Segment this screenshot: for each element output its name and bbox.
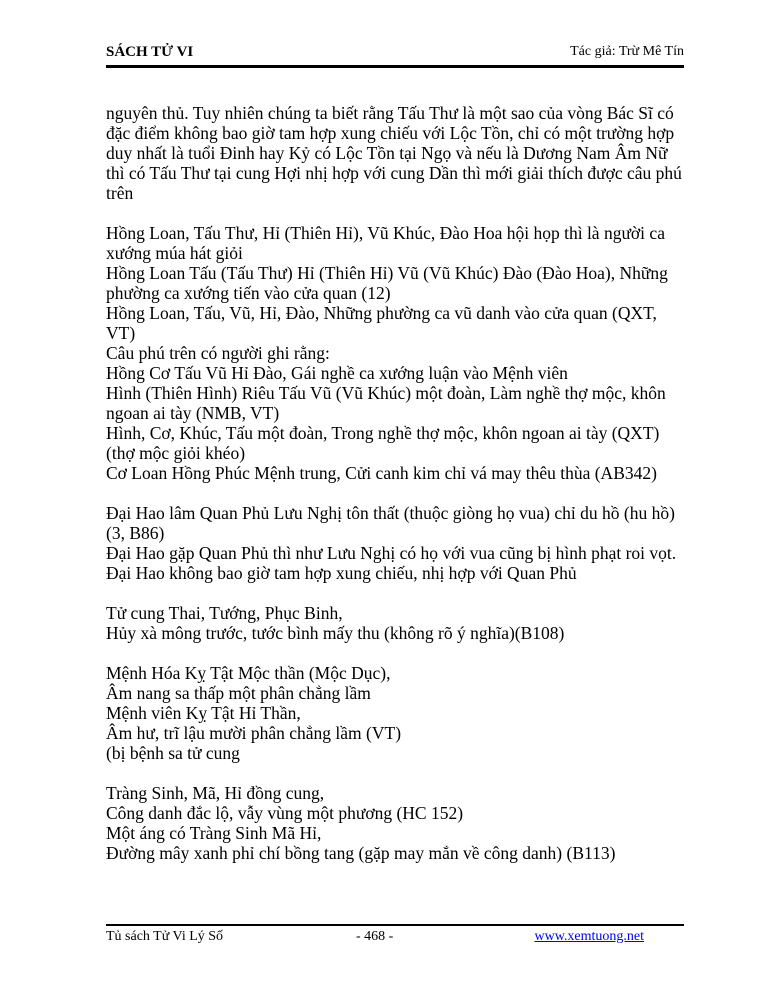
paragraph <box>106 103 686 203</box>
text-line: Âm hư, trĩ lậu mười phân chẳng lầm (VT) <box>106 723 402 743</box>
book-title: SÁCH TỬ VI <box>106 44 194 60</box>
text-line: phường ca xướng tiến vào cửa quan (12) <box>106 283 391 303</box>
text-line: Đại Hao gặp Quan Phủ thì như Lưu Nghị có họ với vua cũng bị hình phạt roi vọt. <box>106 543 677 563</box>
text-line: Hình (Thiên Hình) Riêu Tấu Vũ (Vũ Khúc) một đoàn, Làm nghề thợ mộc, khôn <box>106 383 666 403</box>
text-line: Tràng Sinh, Mã, Hỉ đồng cung, <box>106 783 325 803</box>
text-line: Hình, Cơ, Khúc, Tấu một đoàn, Trong nghề thợ mộc, khôn ngoan ai tày (QXT) <box>106 423 660 443</box>
text-line: Hủy xà mông trước, tước bình mấy thu (không rõ ý nghĩa)(B108) <box>106 623 565 643</box>
page-body <box>106 103 686 883</box>
website-link[interactable]: www.xemtuong.net <box>534 929 644 944</box>
text-line: đặc điểm không bao giờ tam hợp xung chiếu với Lộc Tồn, chỉ có một trường hợp <box>106 123 675 143</box>
text-line: duy nhất là tuổi Đinh hay Kỷ có Lộc Tồn tại Ngọ và nếu là Dương Nam Âm Nữ <box>106 143 668 163</box>
page-header <box>106 44 684 64</box>
page-footer <box>106 929 684 947</box>
text-line: Công danh đắc lộ, vẫy vùng một phương (HC 152) <box>106 803 464 823</box>
header-rule <box>106 65 684 68</box>
text-line: Câu phú trên có người ghi rằng: <box>106 343 330 363</box>
paragraph <box>106 503 686 583</box>
text-line: ngoan ai tày (NMB, VT) <box>106 403 280 423</box>
text-line: Âm nang sa thấp một phân chẳng lầm <box>106 683 371 703</box>
text-line: Hồng Cơ Tấu Vũ Hỉ Đào, Gái nghề ca xướng luận vào Mệnh viên <box>106 363 568 383</box>
text-line: Mệnh viên Kỵ Tật Hỉ Thần, <box>106 703 301 723</box>
paragraph <box>106 603 686 643</box>
text-line: (thợ mộc giỏi khéo) <box>106 443 246 463</box>
text-line: Hồng Loan, Tấu, Vũ, Hỉ, Đào, Những phường ca vũ danh vào cửa quan (QXT, <box>106 303 657 323</box>
text-line: xướng múa hát giỏi <box>106 243 243 263</box>
text-line: Đại Hao lâm Quan Phủ Lưu Nghị tôn thất (thuộc giòng họ vua) chỉ du hồ (hu hồ) <box>106 503 675 523</box>
text-line: Một áng có Tràng Sinh Mã Hỉ, <box>106 823 322 843</box>
paragraph <box>106 223 686 483</box>
text-line: Đại Hao không bao giờ tam hợp xung chiếu, nhị hợp với Quan Phủ <box>106 563 577 583</box>
text-line: VT) <box>106 323 136 343</box>
text-line: nguyên thủ. Tuy nhiên chúng ta biết rằng Tấu Thư là một sao của vòng Bác Sĩ có <box>106 103 674 123</box>
text-line: (3, B86) <box>106 523 165 543</box>
text-line: Tử cung Thai, Tướng, Phục Binh, <box>106 603 343 623</box>
collection-name: Tủ sách Tử Vi Lý Số <box>106 929 224 944</box>
text-line: Mệnh Hóa Kỵ Tật Mộc thần (Mộc Dục), <box>106 663 391 683</box>
text-line: (bị bệnh sa tử cung <box>106 743 240 763</box>
paragraph <box>106 783 686 863</box>
paragraph <box>106 663 686 763</box>
page-number: - 468 - <box>356 929 394 944</box>
text-line: Hồng Loan, Tấu Thư, Hỉ (Thiên Hỉ), Vũ Khúc, Đào Hoa hội họp thì là người ca <box>106 223 665 243</box>
footer-rule <box>106 924 684 926</box>
text-line: Đường mây xanh phỉ chí bồng tang (gặp may mắn về công danh) (B113) <box>106 843 616 863</box>
text-line: Cơ Loan Hồng Phúc Mệnh trung, Cửi canh kim chỉ vá may thêu thùa (AB342) <box>106 463 657 483</box>
text-line: trên <box>106 183 134 203</box>
text-line: Hồng Loan Tấu (Tấu Thư) Hỉ (Thiên Hỉ) Vũ (Vũ Khúc) Đào (Đào Hoa), Những <box>106 263 668 283</box>
text-line: thì có Tấu Thư tại cung Hợi nhị hợp với cung Dần thì mới giải thích được câu phú <box>106 163 682 183</box>
author-name: Tác giả: Trừ Mê Tín <box>570 44 684 59</box>
